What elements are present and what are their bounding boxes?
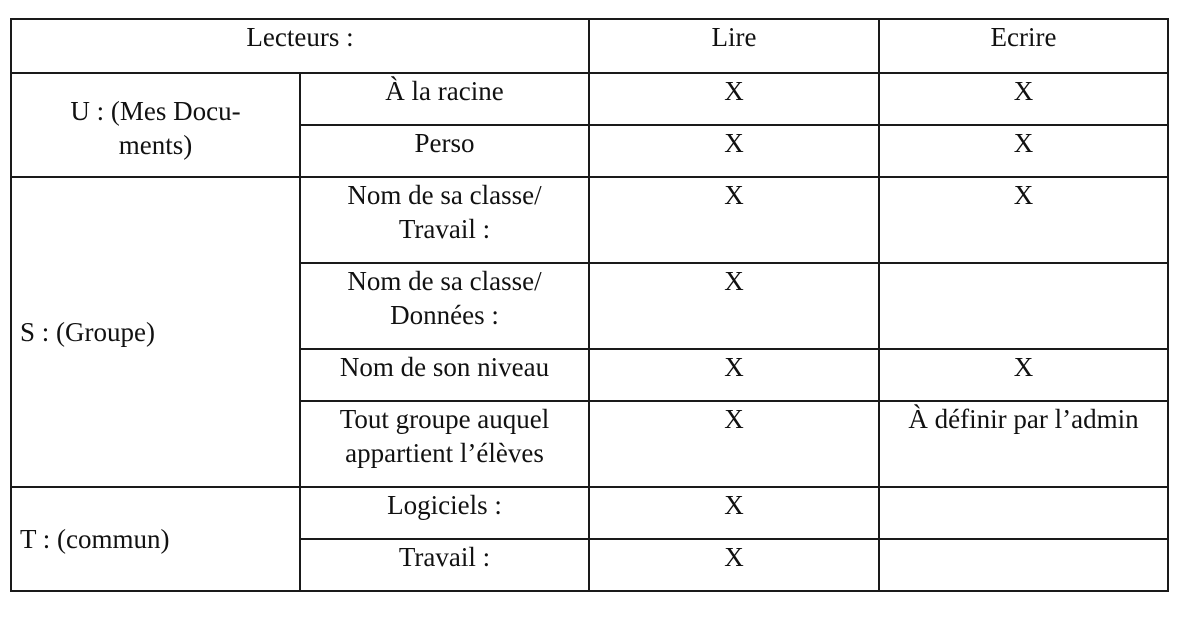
read-cell: X bbox=[589, 487, 879, 539]
read-cell: X bbox=[589, 73, 879, 125]
access-rights-table bbox=[10, 18, 1169, 592]
group-t-label: T : (commun) bbox=[11, 487, 300, 591]
read-cell: X bbox=[589, 177, 879, 263]
write-cell: X bbox=[879, 125, 1168, 177]
header-readers: Lecteurs : bbox=[11, 19, 589, 73]
read-cell: X bbox=[589, 349, 879, 401]
location-cell: À la racine bbox=[300, 73, 589, 125]
group-u-label: U : (Mes Docu- ments) bbox=[11, 73, 300, 177]
read-cell: X bbox=[589, 539, 879, 591]
header-write: Ecrire bbox=[879, 19, 1168, 73]
location-cell: Nom de sa classe/ Travail : bbox=[300, 177, 589, 263]
table-row bbox=[11, 487, 1168, 539]
write-cell: X bbox=[879, 349, 1168, 401]
read-cell: X bbox=[589, 401, 879, 487]
write-cell bbox=[879, 487, 1168, 539]
write-cell: X bbox=[879, 73, 1168, 125]
location-cell: Travail : bbox=[300, 539, 589, 591]
write-cell: X bbox=[879, 177, 1168, 263]
location-cell: Tout groupe auquel appartient l’élèves bbox=[300, 401, 589, 487]
table-row bbox=[11, 177, 1168, 263]
group-s-label: S : (Groupe) bbox=[11, 177, 300, 487]
write-cell bbox=[879, 263, 1168, 349]
write-cell bbox=[879, 539, 1168, 591]
table-row bbox=[11, 73, 1168, 125]
read-cell: X bbox=[589, 125, 879, 177]
header-read: Lire bbox=[589, 19, 879, 73]
read-cell: X bbox=[589, 263, 879, 349]
location-cell: Perso bbox=[300, 125, 589, 177]
location-cell: Logiciels : bbox=[300, 487, 589, 539]
location-cell: Nom de son niveau bbox=[300, 349, 589, 401]
header-row bbox=[11, 19, 1168, 73]
location-cell: Nom de sa classe/ Données : bbox=[300, 263, 589, 349]
write-cell: À définir par l’admin bbox=[879, 401, 1168, 487]
